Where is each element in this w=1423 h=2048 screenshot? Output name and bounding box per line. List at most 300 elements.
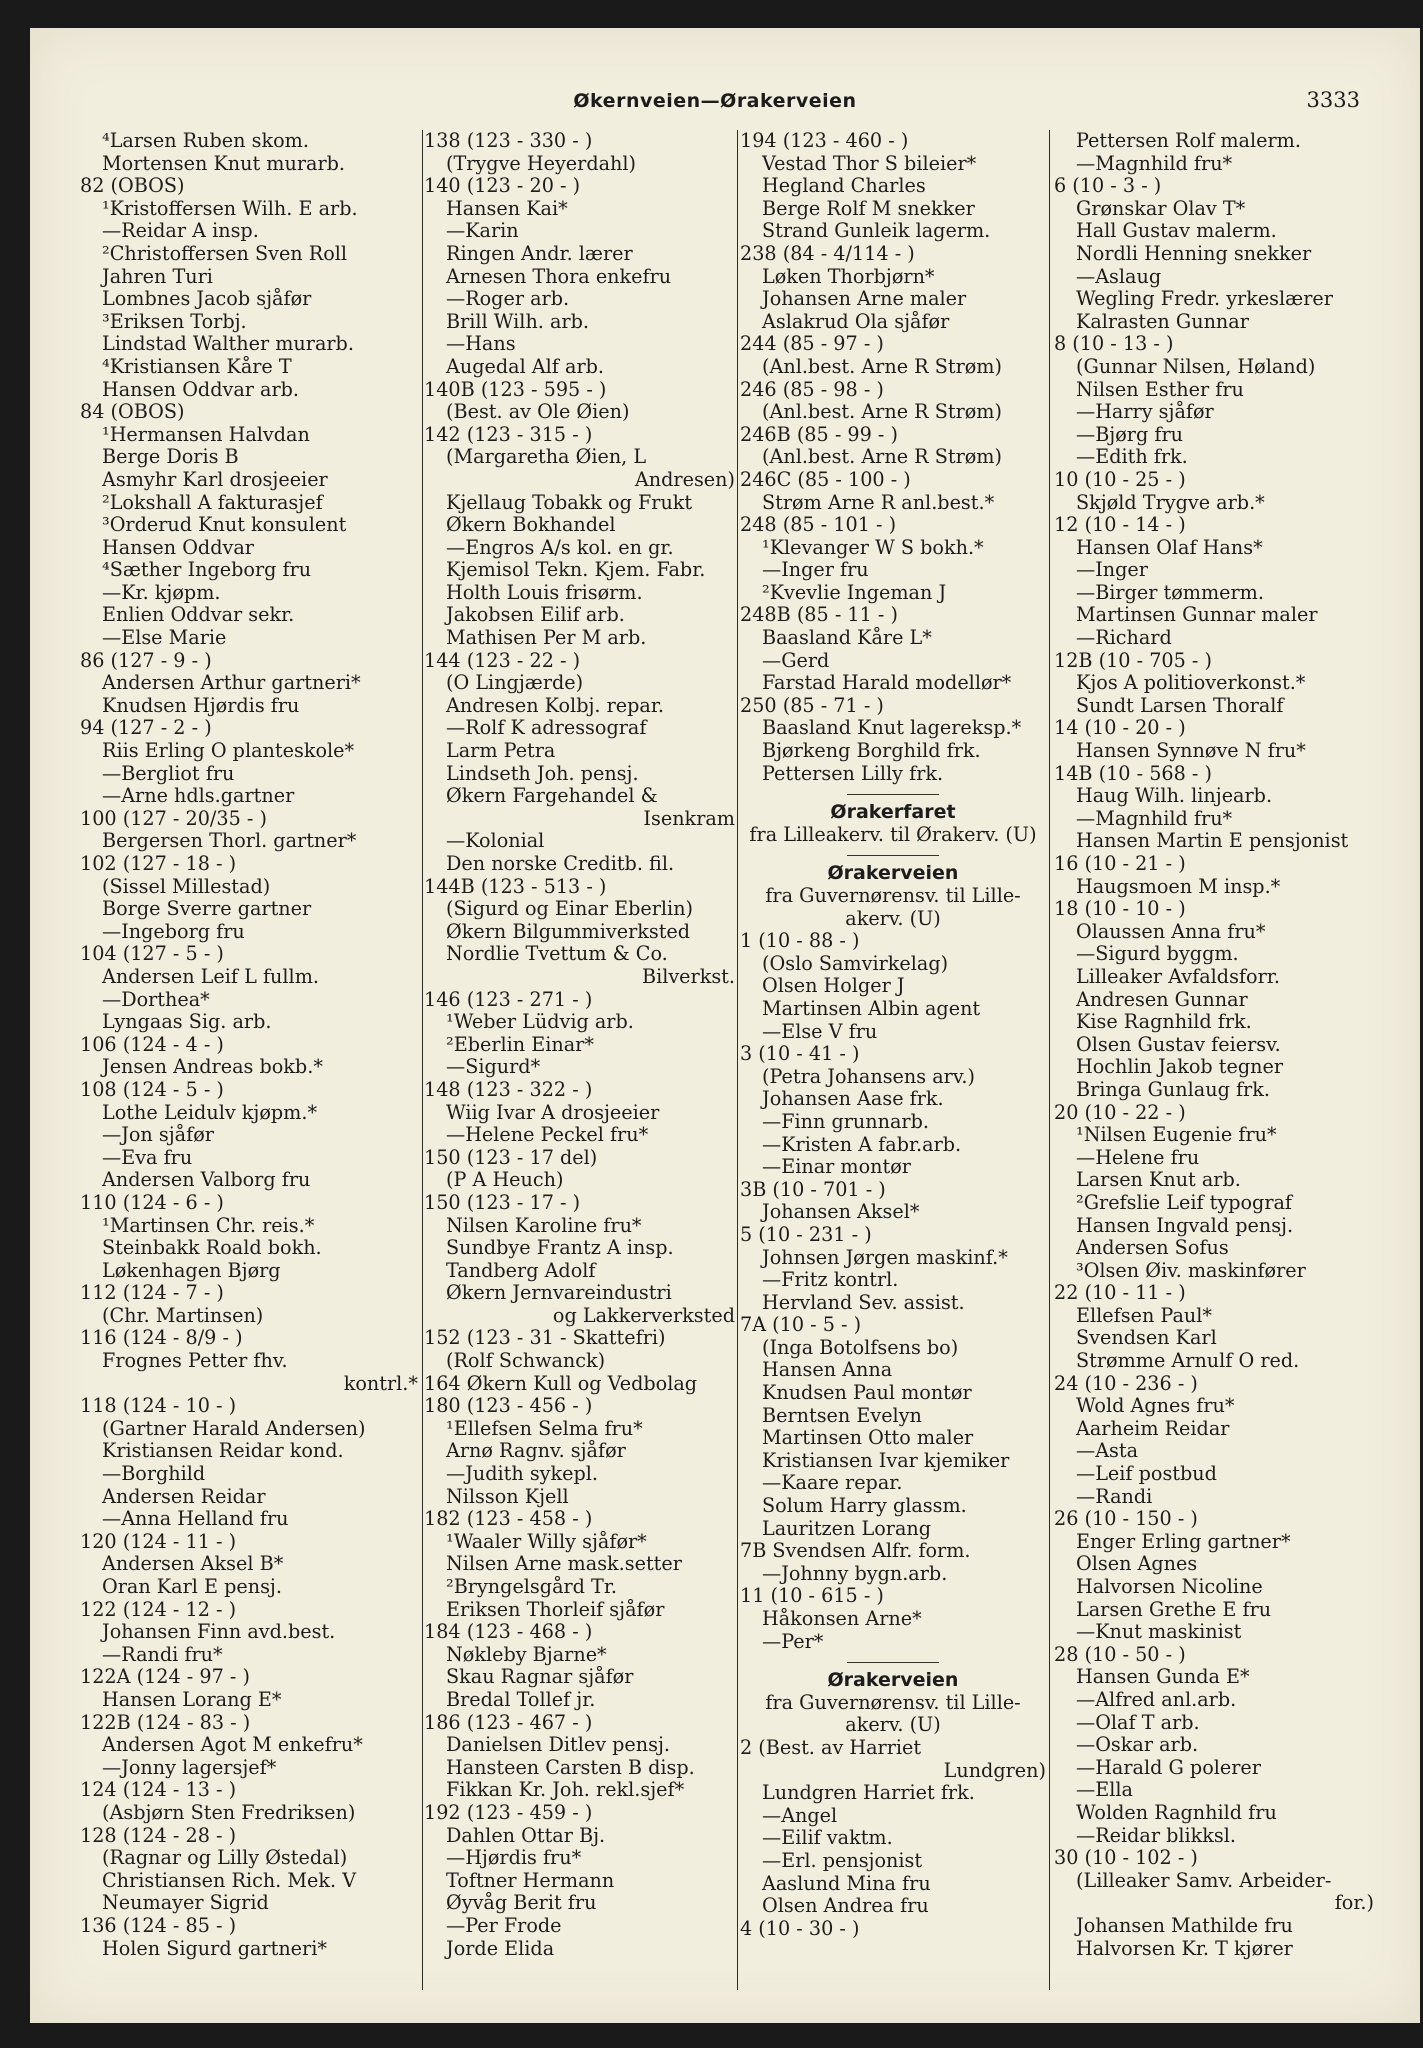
address-entry: 94 (127 - 2 - ) xyxy=(80,717,212,740)
resident-entry: ³Olsen Øiv. maskinfører xyxy=(1076,1259,1306,1282)
address-entry: 246B (85 - 99 - ) xyxy=(740,423,898,446)
address-entry: 192 (123 - 459 - ) xyxy=(424,1801,593,1824)
resident-entry: Hansen Martin E pensjonist xyxy=(1076,830,1349,853)
resident-entry: —Alfred anl.arb. xyxy=(1076,1688,1237,1711)
resident-entry: Ellefsen Paul* xyxy=(1076,1304,1212,1327)
address-entry: 122B (124 - 83 - ) xyxy=(80,1711,251,1734)
resident-entry: (Sissel Millestad) xyxy=(102,875,271,898)
resident-entry: ¹Waaler Willy sjåfør* xyxy=(446,1530,647,1553)
address-entry: 86 (127 - 9 - ) xyxy=(80,649,212,672)
resident-entry: Neumayer Sigrid xyxy=(102,1892,269,1915)
address-entry: 244 (85 - 97 - ) xyxy=(740,333,884,356)
resident-entry: Andresen Kolbj. repar. xyxy=(446,694,665,717)
resident-entry: —Eilif vaktm. xyxy=(762,1827,893,1850)
resident-entry: Johansen Aksel* xyxy=(762,1201,920,1224)
resident-entry: —Else Marie xyxy=(102,627,227,650)
continuation-line: og Lakkerverksted xyxy=(552,1304,735,1327)
resident-entry: Hansen Ingvald pensj. xyxy=(1076,1214,1294,1237)
resident-entry: (Best. av Ole Øien) xyxy=(446,401,630,424)
resident-entry: Solum Harry glassm. xyxy=(762,1495,967,1518)
resident-entry: (Anl.best. Arne R Strøm) xyxy=(762,446,1002,469)
address-entry: 28 (10 - 50 - ) xyxy=(1054,1643,1186,1666)
continuation-line: for.) xyxy=(1334,1892,1374,1915)
resident-entry: Bredal Tollef jr. xyxy=(446,1688,596,1711)
resident-entry: (Chr. Martinsen) xyxy=(102,1304,264,1327)
address-entry: 7A (10 - 5 - ) xyxy=(740,1314,862,1337)
address-entry: 248B (85 - 11 - ) xyxy=(740,604,898,627)
resident-entry: —Harald G polerer xyxy=(1076,1756,1261,1779)
address-entry: 140 (123 - 20 - ) xyxy=(424,175,581,198)
resident-entry: Sundt Larsen Thoralf xyxy=(1076,694,1284,717)
resident-entry: ¹Weber Lüdvig arb. xyxy=(446,1011,634,1034)
resident-entry: Berge Rolf M snekker xyxy=(762,197,975,220)
resident-entry: Johnsen Jørgen maskinf.* xyxy=(762,1246,1008,1269)
resident-entry: Dahlen Ottar Bj. xyxy=(446,1824,606,1847)
resident-entry: ²Christoffersen Sven Roll xyxy=(102,242,348,265)
resident-entry: —Kristen A fabr.arb. xyxy=(762,1133,962,1156)
resident-entry: Baasland Kåre L* xyxy=(762,627,932,650)
address-entry: 26 (10 - 150 - ) xyxy=(1054,1508,1198,1531)
resident-entry: Nilsen Karoline fru* xyxy=(446,1214,642,1237)
resident-entry: Baasland Knut lagereksp.* xyxy=(762,717,1022,740)
resident-entry: —Inger fru xyxy=(762,559,869,582)
resident-entry: —Ingeborg fru xyxy=(102,920,245,943)
address-entry: 138 (123 - 330 - ) xyxy=(424,130,593,152)
resident-entry: Økern Bilgummiverksted xyxy=(446,920,691,943)
resident-entry: ⁴Kristiansen Kåre T xyxy=(102,355,292,378)
resident-entry: Strømme Arnulf O red. xyxy=(1076,1350,1300,1373)
resident-entry: ⁴Sæther Ingeborg fru xyxy=(102,559,312,582)
resident-entry: (Anl.best. Arne R Strøm) xyxy=(762,355,1002,378)
address-entry: 186 (123 - 467 - ) xyxy=(424,1711,593,1734)
resident-entry: Nordlie Tvettum & Co. xyxy=(446,943,668,966)
resident-entry: Øyvåg Berit fru xyxy=(446,1892,597,1915)
resident-entry: Kjos A politioverkonst.* xyxy=(1076,672,1306,695)
resident-entry: (P A Heuch) xyxy=(446,1169,564,1192)
resident-entry: Løkenhagen Bjørg xyxy=(102,1259,281,1282)
resident-entry: (O Lingjærde) xyxy=(446,672,584,695)
resident-entry: ²Lokshall A fakturasjef xyxy=(102,491,323,514)
resident-entry: ²Kvevlie Ingeman J xyxy=(762,581,947,604)
address-entry: 152 (123 - 31 - Skattefri) xyxy=(424,1327,666,1350)
directory-column-1 xyxy=(80,130,418,1990)
street-description: fra Guvernørensv. til Lille- xyxy=(765,885,1021,907)
continuation-line: kontrl.* xyxy=(343,1372,418,1395)
resident-entry: Wegling Fredr. yrkeslærer xyxy=(1076,288,1333,311)
resident-entry: —Knut maskinist xyxy=(1076,1621,1242,1644)
resident-entry: —Roger arb. xyxy=(446,288,570,311)
resident-entry: Christiansen Rich. Mek. V xyxy=(102,1869,357,1892)
resident-entry: Johansen Mathilde fru xyxy=(1076,1914,1293,1937)
resident-entry: Borge Sverre gartner xyxy=(102,898,312,921)
resident-entry: —Oskar arb. xyxy=(1076,1734,1199,1757)
resident-entry: Holth Louis frisørm. xyxy=(446,581,643,604)
address-entry: 146 (123 - 271 - ) xyxy=(424,988,593,1011)
resident-entry: Hansen Oddvar xyxy=(102,536,254,559)
resident-entry: —Per* xyxy=(762,1630,824,1653)
resident-entry: Kristiansen Ivar kjemiker xyxy=(762,1449,1010,1472)
resident-entry: ³Eriksen Torbj. xyxy=(102,310,247,333)
resident-entry: Hansen Anna xyxy=(762,1359,893,1382)
resident-entry: ¹Hermansen Halvdan xyxy=(102,423,310,446)
resident-entry: Arnø Ragnv. sjåfør xyxy=(446,1440,626,1463)
address-entry: 2 (Best. av Harriet xyxy=(740,1736,922,1759)
address-entry: 116 (124 - 8/9 - ) xyxy=(80,1327,243,1350)
resident-entry: —Jon sjåfør xyxy=(102,1124,214,1147)
resident-entry: Larm Petra xyxy=(446,740,556,763)
column-divider xyxy=(422,130,423,1990)
resident-entry: ¹Ellefsen Selma fru* xyxy=(446,1417,643,1440)
resident-entry: Olsen Holger J xyxy=(762,975,905,998)
address-entry: 120 (124 - 11 - ) xyxy=(80,1530,237,1553)
resident-entry: Wiig Ivar A drosjeeier xyxy=(446,1101,660,1124)
resident-entry: (Anl.best. Arne R Strøm) xyxy=(762,401,1002,424)
resident-entry: Kristiansen Reidar kond. xyxy=(102,1440,344,1463)
resident-entry: Haugsmoen M insp.* xyxy=(1076,875,1281,898)
resident-entry: —Finn grunnarb. xyxy=(762,1110,929,1133)
resident-entry: Oran Karl E pensj. xyxy=(102,1576,282,1598)
resident-entry: Håkonsen Arne* xyxy=(762,1608,922,1630)
resident-entry: —Harry sjåfør xyxy=(1076,401,1214,424)
address-entry: 122A (124 - 97 - ) xyxy=(80,1666,250,1689)
resident-entry: ¹Klevanger W S bokh.* xyxy=(762,536,984,559)
address-entry: 8 (10 - 13 - ) xyxy=(1054,333,1174,356)
resident-entry: Eriksen Thorleif sjåfør xyxy=(446,1598,665,1621)
resident-entry: Mortensen Knut murarb. xyxy=(102,152,346,175)
resident-entry: Wolden Ragnhild fru xyxy=(1076,1801,1277,1824)
address-entry: 30 (10 - 102 - ) xyxy=(1054,1847,1198,1870)
resident-entry: Pettersen Lilly frk. xyxy=(762,762,944,785)
address-entry: 144B (123 - 513 - ) xyxy=(424,875,607,898)
address-entry: 16 (10 - 21 - ) xyxy=(1054,853,1186,875)
resident-entry: —Leif postbud xyxy=(1076,1463,1217,1486)
resident-entry: Nilsen Esther fru xyxy=(1076,378,1244,401)
address-entry: 122 (124 - 12 - ) xyxy=(80,1598,237,1621)
resident-entry: Løken Thorbjørn* xyxy=(762,265,935,288)
resident-entry: Brill Wilh. arb. xyxy=(446,310,589,333)
resident-entry: ²Eberlin Einar* xyxy=(446,1033,594,1056)
street-description: fra Guvernørensv. til Lille- xyxy=(765,1691,1021,1714)
resident-entry: —Rolf K adressograf xyxy=(446,717,647,740)
resident-entry: —Gerd xyxy=(762,649,830,672)
column-divider xyxy=(1049,130,1050,1990)
resident-entry: Kise Ragnhild frk. xyxy=(1076,1011,1252,1034)
resident-entry: Martinsen Albin agent xyxy=(762,997,981,1020)
resident-entry: Jahren Turi xyxy=(102,265,213,288)
address-entry: 84 (OBOS) xyxy=(80,401,185,424)
resident-entry: Augedal Alf arb. xyxy=(446,355,604,378)
address-entry: 7B Svendsen Alfr. form. xyxy=(740,1540,971,1563)
resident-entry: Nilsson Kjell xyxy=(446,1485,569,1508)
resident-entry: Lundgren Harriet frk. xyxy=(762,1782,975,1805)
page-number: 3333 xyxy=(1306,88,1360,112)
resident-entry: Skau Ragnar sjåfør xyxy=(446,1666,634,1689)
section-rule xyxy=(740,846,1046,862)
address-entry: 238 (84 - 4/114 - ) xyxy=(740,242,915,265)
address-entry: 248 (85 - 101 - ) xyxy=(740,514,897,537)
resident-entry: Jorde Elida xyxy=(446,1937,555,1960)
resident-entry: Hervland Sev. assist. xyxy=(762,1291,965,1314)
resident-entry: Hegland Charles xyxy=(762,175,926,198)
resident-entry: Lindstad Walther murarb. xyxy=(102,333,354,356)
resident-entry: (Asbjørn Sten Fredriksen) xyxy=(102,1801,356,1824)
resident-entry: Johansen Aase frk. xyxy=(762,1088,944,1111)
resident-entry: Berntsen Evelyn xyxy=(762,1404,922,1427)
resident-entry: Knudsen Paul montør xyxy=(762,1382,972,1405)
resident-entry: Hansen Gunda E* xyxy=(1076,1666,1250,1689)
resident-entry: Halvorsen Kr. T kjører xyxy=(1076,1937,1293,1960)
resident-entry: —Karin xyxy=(446,220,519,243)
resident-entry: (Trygve Heyerdahl) xyxy=(446,152,637,175)
resident-entry: —Randi xyxy=(1076,1485,1153,1508)
resident-entry: —Judith sykepl. xyxy=(446,1463,599,1486)
street-description: akerv. (U) xyxy=(845,907,941,930)
address-entry: 14B (10 - 568 - ) xyxy=(1054,762,1212,785)
resident-entry: Økern Fargehandel & xyxy=(446,785,658,808)
street-description: fra Lilleakerv. til Ørakerv. (U) xyxy=(749,823,1037,846)
address-entry: 128 (124 - 28 - ) xyxy=(80,1824,237,1847)
continuation-line: Isenkram xyxy=(643,807,735,830)
resident-entry: (Lilleaker Samv. Arbeider- xyxy=(1076,1869,1332,1892)
address-entry: 142 (123 - 315 - ) xyxy=(424,423,593,446)
resident-entry: Kalrasten Gunnar xyxy=(1076,310,1249,333)
resident-entry: Andersen Arthur gartneri* xyxy=(102,672,361,695)
address-entry: 164 Økern Kull og Vedbolag xyxy=(424,1372,698,1395)
resident-entry: Andersen Valborg fru xyxy=(102,1169,311,1192)
resident-entry: (Ragnar og Lilly Østedal) xyxy=(102,1847,348,1870)
resident-entry: Hansen Lorang E* xyxy=(102,1688,282,1711)
resident-entry: Hochlin Jakob tegner xyxy=(1076,1056,1284,1079)
resident-entry: Skjøld Trygve arb.* xyxy=(1076,491,1265,514)
resident-entry: ⁴Larsen Ruben skom. xyxy=(102,130,309,152)
address-entry: 184 (123 - 468 - ) xyxy=(424,1621,593,1644)
resident-entry: (Rolf Schwanck) xyxy=(446,1350,606,1373)
street-description: akerv. (U) xyxy=(845,1714,941,1737)
resident-entry: Hansen Olaf Hans* xyxy=(1076,536,1263,559)
resident-entry: —Sigurd byggm. xyxy=(1076,943,1239,966)
resident-entry: (Gartner Harald Andersen) xyxy=(102,1417,366,1440)
address-entry: 18 (10 - 10 - ) xyxy=(1054,898,1186,921)
resident-entry: ²Bryngelsgård Tr. xyxy=(446,1576,618,1598)
address-entry: 118 (124 - 10 - ) xyxy=(80,1395,237,1418)
resident-entry: Steinbakk Roald bokh. xyxy=(102,1237,322,1260)
resident-entry: Asmyhr Karl drosjeeier xyxy=(102,468,328,491)
address-entry: 124 (124 - 13 - ) xyxy=(80,1779,237,1802)
resident-entry: Fikkan Kr. Joh. rekl.sjef* xyxy=(446,1779,685,1802)
address-entry: 82 (OBOS) xyxy=(80,175,185,198)
resident-entry: Andresen Gunnar xyxy=(1076,988,1248,1011)
address-entry: 102 (127 - 18 - ) xyxy=(80,853,237,875)
resident-entry: Hansen Synnøve N fru* xyxy=(1076,740,1306,763)
resident-entry: ¹Martinsen Chr. reis.* xyxy=(102,1214,315,1237)
resident-entry: —Dorthea* xyxy=(102,988,210,1011)
resident-entry: —Bergliot fru xyxy=(102,762,235,785)
resident-entry: (Gunnar Nilsen, Høland) xyxy=(1076,355,1316,378)
resident-entry: ²Grefslie Leif typograf xyxy=(1076,1191,1293,1214)
resident-entry: Frognes Petter fhv. xyxy=(102,1350,288,1373)
resident-entry: Lyngaas Sig. arb. xyxy=(102,1011,272,1034)
address-entry: 194 (123 - 460 - ) xyxy=(740,130,909,152)
resident-entry: —Helene Peckel fru* xyxy=(446,1124,649,1147)
resident-entry: Andersen Sofus xyxy=(1076,1237,1229,1260)
resident-entry: —Reidar blikksl. xyxy=(1076,1824,1237,1847)
directory-page xyxy=(30,28,1420,2023)
resident-entry: Halvorsen Nicoline xyxy=(1076,1576,1263,1598)
resident-entry: Toftner Hermann xyxy=(446,1869,615,1892)
resident-entry: Martinsen Otto maler xyxy=(762,1427,974,1450)
resident-entry: Martinsen Gunnar maler xyxy=(1076,604,1318,627)
resident-entry: Aslakrud Ola sjåfør xyxy=(762,310,950,333)
continuation-line: Andresen) xyxy=(634,468,735,491)
resident-entry: Jakobsen Eilif arb. xyxy=(446,604,625,627)
resident-entry: Holen Sigurd gartneri* xyxy=(102,1937,327,1960)
resident-entry: ¹Nilsen Eugenie fru* xyxy=(1076,1124,1277,1147)
resident-entry: Strøm Arne R anl.best.* xyxy=(762,491,995,514)
resident-entry: Tandberg Adolf xyxy=(446,1259,596,1282)
resident-entry: —Sigurd* xyxy=(446,1056,541,1079)
continuation-line: Bilverkst. xyxy=(641,965,735,988)
resident-entry: —Jonny lagersjef* xyxy=(102,1756,277,1779)
resident-entry: Lauritzen Lorang xyxy=(762,1517,932,1540)
resident-entry: Lombnes Jacob sjåfør xyxy=(102,288,312,311)
resident-entry: Lothe Leidulv kjøpm.* xyxy=(102,1101,318,1124)
resident-entry: Olsen Andrea fru xyxy=(762,1895,929,1918)
page-header xyxy=(30,90,1420,130)
resident-entry: —Randi fru* xyxy=(102,1643,223,1666)
resident-entry: Den norske Creditb. fil. xyxy=(446,853,675,875)
resident-entry: —Per Frode xyxy=(446,1914,562,1937)
address-entry: 22 (10 - 11 - ) xyxy=(1054,1282,1186,1305)
column-divider xyxy=(737,130,738,1990)
resident-entry: Andersen Leif L fullm. xyxy=(102,965,319,988)
resident-entry: Riis Erling O planteskole* xyxy=(102,740,355,763)
running-title: Økernveien—Ørakerveien xyxy=(573,90,857,112)
address-entry: 140B (123 - 595 - ) xyxy=(424,378,607,401)
resident-entry: Sundbye Frantz A insp. xyxy=(446,1237,674,1260)
resident-entry: —Hjørdis fru* xyxy=(446,1847,582,1870)
resident-entry: —Fritz kontrl. xyxy=(762,1269,899,1292)
resident-entry: Mathisen Per M arb. xyxy=(446,627,647,650)
address-entry: 12 (10 - 14 - ) xyxy=(1054,514,1186,537)
resident-entry: —Inger xyxy=(1076,559,1148,582)
resident-entry: Økern Jernvareindustri xyxy=(446,1282,672,1305)
address-entry: 6 (10 - 3 - ) xyxy=(1054,175,1162,198)
resident-entry: Olaussen Anna fru* xyxy=(1076,920,1266,943)
resident-entry: —Edith frk. xyxy=(1076,446,1188,469)
address-entry: 14 (10 - 20 - ) xyxy=(1054,717,1186,740)
resident-entry: —Ella xyxy=(1076,1779,1133,1802)
resident-entry: Strand Gunleik lagerm. xyxy=(762,220,991,243)
address-entry: 104 (127 - 5 - ) xyxy=(80,943,224,966)
resident-entry: Enger Erling gartner* xyxy=(1076,1530,1291,1553)
resident-entry: —Angel xyxy=(762,1804,838,1827)
resident-entry: —Richard xyxy=(1076,627,1172,650)
resident-entry: Bringa Gunlaug frk. xyxy=(1076,1078,1270,1101)
resident-entry: (Oslo Samvirkelag) xyxy=(762,952,949,975)
resident-entry: Hansen Oddvar arb. xyxy=(102,378,300,401)
section-rule xyxy=(740,1653,1046,1669)
resident-entry: Olsen Agnes xyxy=(1076,1553,1198,1576)
resident-entry: —Asta xyxy=(1076,1440,1139,1463)
resident-entry: —Birger tømmerm. xyxy=(1076,581,1264,604)
address-entry: 24 (10 - 236 - ) xyxy=(1054,1372,1198,1395)
resident-entry: ³Orderud Knut konsulent xyxy=(102,514,347,537)
address-entry: 148 (123 - 322 - ) xyxy=(424,1078,593,1101)
street-heading: Ørakerveien xyxy=(827,862,959,885)
address-entry: 136 (124 - 85 - ) xyxy=(80,1914,237,1937)
resident-entry: Olsen Gustav feiersv. xyxy=(1076,1033,1281,1056)
resident-entry: Bergersen Thorl. gartner* xyxy=(102,830,357,853)
address-entry: 12B (10 - 705 - ) xyxy=(1054,649,1212,672)
address-entry: 246 (85 - 98 - ) xyxy=(740,378,884,401)
resident-entry: —Einar montør xyxy=(762,1156,911,1179)
resident-entry: —Kr. kjøpm. xyxy=(102,581,221,604)
resident-entry: —Magnhild fru* xyxy=(1076,152,1233,175)
resident-entry: Larsen Grethe E fru xyxy=(1076,1598,1272,1621)
address-entry: 150 (123 - 17 del) xyxy=(424,1146,598,1169)
resident-entry: —Borghild xyxy=(102,1463,206,1486)
resident-entry: —Johnny bygn.arb. xyxy=(762,1562,948,1585)
resident-entry: Berge Doris B xyxy=(102,446,239,469)
resident-entry: Knudsen Hjørdis fru xyxy=(102,694,300,717)
resident-entry: Jensen Andreas bokb.* xyxy=(102,1056,323,1079)
address-entry: 250 (85 - 71 - ) xyxy=(740,694,884,717)
resident-entry: Kjemisol Tekn. Kjem. Fabr. xyxy=(446,559,706,582)
resident-entry: —Bjørg fru xyxy=(1076,423,1183,446)
address-entry: 144 (123 - 22 - ) xyxy=(424,649,581,672)
resident-entry: Larsen Knut arb. xyxy=(1076,1169,1241,1192)
address-entry: 3B (10 - 701 - ) xyxy=(740,1178,886,1201)
address-entry: 182 (123 - 458 - ) xyxy=(424,1508,593,1531)
resident-entry: —Eva fru xyxy=(102,1146,193,1169)
address-entry: 4 (10 - 30 - ) xyxy=(740,1917,860,1940)
address-entry: 5 (10 - 231 - ) xyxy=(740,1223,872,1246)
resident-entry: ¹Kristoffersen Wilh. E arb. xyxy=(102,197,358,220)
address-entry: 110 (124 - 6 - ) xyxy=(80,1191,224,1214)
resident-entry: —Kolonial xyxy=(446,830,545,853)
resident-entry: Nøkleby Bjarne* xyxy=(446,1643,607,1666)
resident-entry: Vestad Thor S bileier* xyxy=(762,152,977,175)
continuation-line: Lundgren) xyxy=(943,1759,1046,1782)
resident-entry: Nordli Henning snekker xyxy=(1076,242,1312,265)
resident-entry: —Engros A/s kol. en gr. xyxy=(446,536,674,559)
address-entry: 150 (123 - 17 - ) xyxy=(424,1191,581,1214)
address-entry: 180 (123 - 456 - ) xyxy=(424,1395,593,1418)
resident-entry: —Magnhild fru* xyxy=(1076,807,1233,830)
resident-entry: Økern Bokhandel xyxy=(446,514,616,537)
address-entry: 112 (124 - 7 - ) xyxy=(80,1282,224,1305)
address-entry: 100 (127 - 20/35 - ) xyxy=(80,807,267,830)
address-entry: 106 (124 - 4 - ) xyxy=(80,1033,224,1056)
resident-entry: Grønskar Olav T* xyxy=(1076,197,1246,220)
address-entry: 1 (10 - 88 - ) xyxy=(740,930,860,953)
resident-entry: Hall Gustav malerm. xyxy=(1076,220,1277,243)
resident-entry: (Margaretha Øien, L xyxy=(446,446,647,469)
resident-entry: (Petra Johansens arv.) xyxy=(762,1065,975,1088)
address-entry: 10 (10 - 25 - ) xyxy=(1054,468,1186,491)
address-entry: 11 (10 - 615 - ) xyxy=(740,1585,884,1608)
resident-entry: Aaslund Mina fru xyxy=(762,1872,931,1895)
resident-entry: Arnesen Thora enkefru xyxy=(446,265,672,288)
resident-entry: Enlien Oddvar sekr. xyxy=(102,604,295,627)
street-heading: Ørakerfaret xyxy=(830,801,956,824)
resident-entry: (Sigurd og Einar Eberlin) xyxy=(446,898,694,921)
resident-entry: (Inga Botolfsens bo) xyxy=(762,1336,959,1359)
resident-entry: Svendsen Karl xyxy=(1076,1327,1217,1350)
resident-entry: —Aslaug xyxy=(1076,265,1162,288)
street-heading: Ørakerveien xyxy=(827,1669,959,1692)
resident-entry: Ringen Andr. lærer xyxy=(446,242,633,265)
